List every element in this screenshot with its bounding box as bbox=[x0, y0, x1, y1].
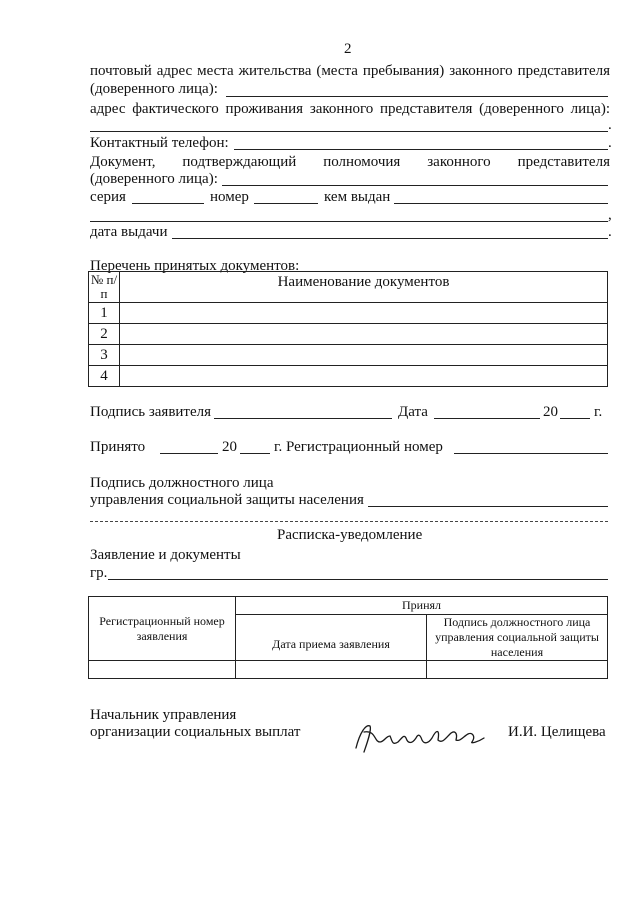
reg-number-cell[interactable] bbox=[89, 661, 236, 679]
document-label-cont: (доверенного лица): bbox=[90, 171, 218, 187]
docs-list-title: Перечень принятых документов: bbox=[90, 258, 300, 274]
official-name: И.И. Целищева bbox=[508, 724, 606, 740]
official-signature-cell[interactable] bbox=[427, 661, 608, 679]
official-header: Подпись должностного лица управления социальной защиты населения bbox=[427, 615, 608, 661]
actual-address-field[interactable] bbox=[90, 131, 608, 132]
document-label-word: полномочия bbox=[323, 154, 401, 170]
page-number: 2 bbox=[344, 41, 352, 57]
document-label-word: законного bbox=[427, 154, 491, 170]
document-field[interactable] bbox=[222, 185, 608, 186]
statement-label: Заявление и документы bbox=[90, 547, 241, 563]
number-field[interactable] bbox=[254, 203, 318, 204]
document-label-word: Документ, bbox=[90, 154, 156, 170]
row-number: 3 bbox=[89, 345, 120, 366]
issue-date-label: дата выдачи bbox=[90, 224, 168, 240]
field-period: . bbox=[608, 224, 612, 240]
accepted-year: 20 bbox=[222, 439, 237, 455]
year-prefix: 20 bbox=[543, 404, 558, 420]
citizen-label: гр. bbox=[90, 565, 108, 581]
handwritten-signature bbox=[346, 712, 496, 762]
reg-number-header: Регистрационный номер заявления bbox=[89, 597, 236, 661]
citizen-field[interactable] bbox=[108, 579, 608, 580]
docs-table bbox=[88, 271, 608, 387]
row-number: 1 bbox=[89, 303, 120, 324]
accepted-header: Принял bbox=[236, 597, 608, 615]
accepted-label: Принято bbox=[90, 439, 146, 455]
phone-label: Контактный телефон: bbox=[90, 135, 229, 151]
actual-address-label: адрес фактического проживания законного представителя (доверенного лица): bbox=[90, 101, 610, 117]
series-field[interactable] bbox=[132, 203, 204, 204]
date-field[interactable] bbox=[434, 418, 540, 419]
receipt-title: Расписка-уведомление bbox=[277, 527, 423, 543]
date-header: Дата приема заявления bbox=[236, 615, 427, 661]
doc-name-cell[interactable] bbox=[120, 345, 608, 366]
position-title: Начальник управления bbox=[90, 707, 237, 723]
date-cell[interactable] bbox=[236, 661, 427, 679]
doc-name-cell[interactable] bbox=[120, 366, 608, 387]
postal-address-label: почтовый адрес места жительства (места пребывания) законного представителя bbox=[90, 63, 610, 79]
doc-name-cell[interactable] bbox=[120, 303, 608, 324]
reg-number-field[interactable] bbox=[454, 453, 608, 454]
accepted-date-field[interactable] bbox=[160, 453, 218, 454]
date-label: Дата bbox=[398, 404, 428, 420]
document-label bbox=[90, 153, 610, 171]
postal-address-field[interactable] bbox=[226, 96, 608, 97]
receipt-table bbox=[88, 596, 608, 679]
document-label-word: представителя bbox=[517, 154, 610, 170]
issued-by-field[interactable] bbox=[394, 203, 608, 204]
issue-date-field[interactable] bbox=[172, 238, 608, 239]
official-signature-label-cont: управления социальной защиты населения bbox=[90, 492, 364, 508]
accepted-year-field[interactable] bbox=[240, 453, 270, 454]
field-comma: , bbox=[608, 207, 612, 223]
applicant-signature-label: Подпись заявителя bbox=[90, 404, 212, 420]
series-label: серия bbox=[90, 189, 126, 205]
position-title-cont: организации социальных выплат bbox=[90, 724, 301, 740]
official-signature-label: Подпись должностного лица bbox=[90, 475, 274, 491]
postal-address-label-cont: (доверенного лица): bbox=[90, 81, 218, 97]
field-period: . bbox=[608, 135, 612, 151]
issued-by-field-cont[interactable] bbox=[90, 221, 608, 222]
official-signature-field[interactable] bbox=[368, 506, 608, 507]
year-suffix: г. bbox=[594, 404, 603, 420]
row-number: 4 bbox=[89, 366, 120, 387]
cut-line bbox=[90, 521, 608, 522]
doc-name-cell[interactable] bbox=[120, 324, 608, 345]
number-label: номер bbox=[210, 189, 249, 205]
col-name-header: Наименование документов bbox=[120, 272, 608, 303]
issued-by-label: кем выдан bbox=[324, 189, 391, 205]
phone-field[interactable] bbox=[234, 149, 608, 150]
col-num-header: № п/п bbox=[89, 272, 120, 303]
row-number: 2 bbox=[89, 324, 120, 345]
applicant-signature-field[interactable] bbox=[214, 418, 392, 419]
document-label-word: подтверждающий bbox=[182, 154, 297, 170]
field-period: . bbox=[608, 117, 612, 133]
year-field[interactable] bbox=[560, 418, 590, 419]
reg-number-label: г. Регистрационный номер bbox=[274, 439, 443, 455]
